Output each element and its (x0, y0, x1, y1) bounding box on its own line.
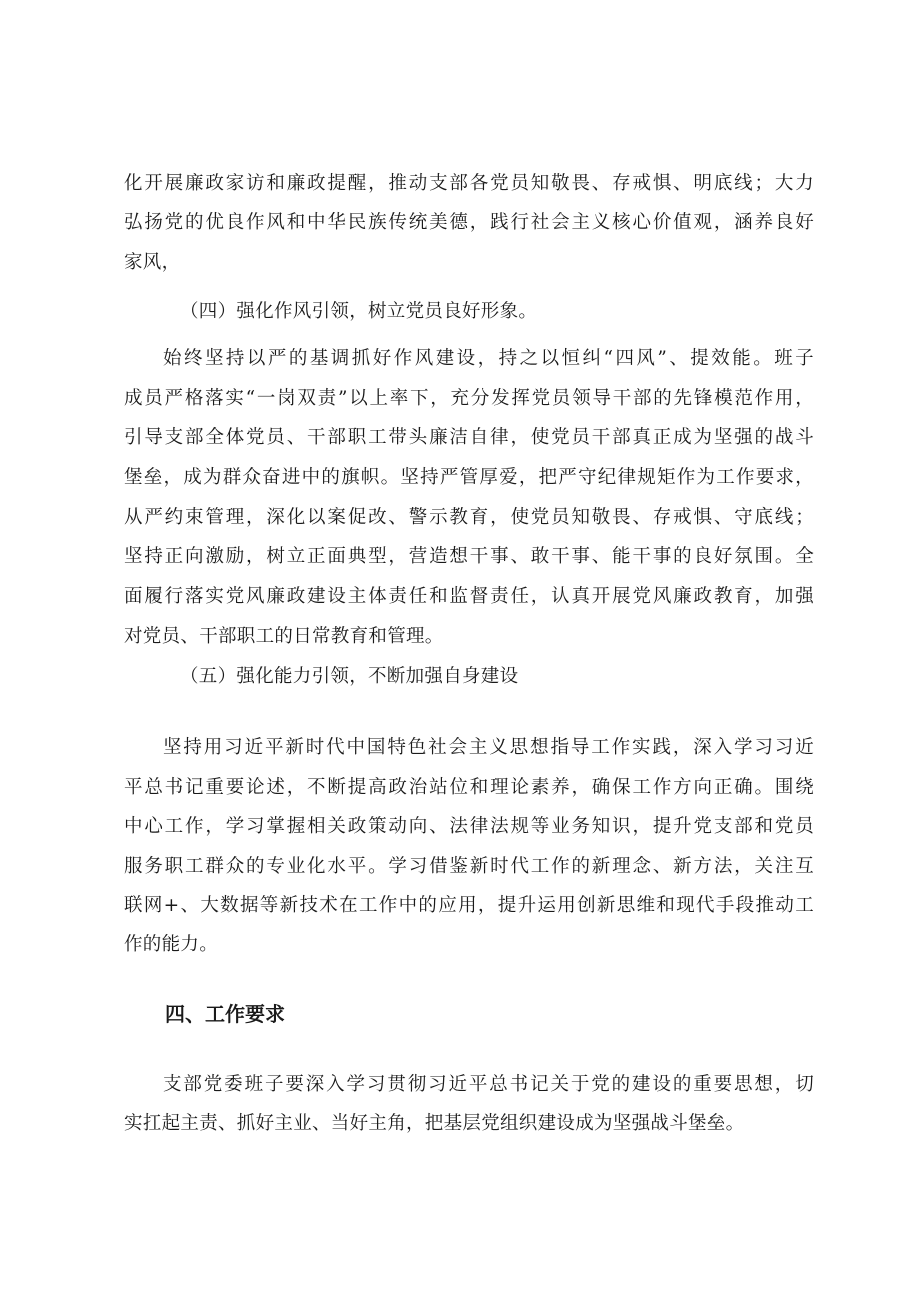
text-line: 面履行落实党风廉政建设主体责任和监督责任，认真开展党风廉政教育，加强 (124, 586, 814, 607)
text-line: 支部党委班子要深入学习贯彻习近平总书记关于党的建设的重要思想，切 (163, 1074, 814, 1095)
text-line: 成员严格落实“一岗双责”以上率下，充分发挥党员领导干部的先锋模范作用， (124, 388, 814, 409)
text-line: 引导支部全体党员、干部职工带头廉洁自律，使党员干部真正成为坚强的战斗 (124, 427, 814, 448)
text-line: 中心工作，学习掌握相关政策动向、法律法规等业务知识，提升党支部和党员 (124, 816, 814, 837)
subheading-capacity-guidance: （五）强化能力引领，不断加强自身建设 (180, 666, 519, 687)
text-line: 化开展廉政家访和廉政提醒，推动支部各党员知敬畏、存戒惧、明底线；大力 (124, 173, 814, 194)
text-line: 联网+、大数据等新技术在工作中的应用，提升运用创新思维和现代手段推动工 (124, 895, 814, 916)
subheading-style-guidance: （四）强化作风引领，树立党员良好形象。 (180, 301, 538, 322)
text-line: 弘扬党的优良作风和中华民族传统美德，践行社会主义核心价值观，涵养良好 (124, 212, 814, 233)
text-line: 家风， (124, 252, 181, 273)
text-line: 坚持正向激励，树立正面典型，营造想干事、敢干事、能干事的良好氛围。全 (124, 546, 814, 567)
text-line: 坚持用习近平新时代中国特色社会主义思想指导工作实践，深入学习习近 (163, 737, 814, 758)
text-line: 对党员、干部职工的日常教育和管理。 (124, 626, 444, 647)
text-line: 堡垒，成为群众奋进中的旗帜。坚持严管厚爱，把严守纪律规矩作为工作要求， (124, 467, 814, 488)
text-line: 始终坚持以严的基调抓好作风建设，持之以恒纠“四风”、提效能。班子 (163, 348, 814, 369)
text-line: 服务职工群众的专业化水平。学习借鉴新时代工作的新理念、新方法，关注互 (124, 856, 814, 877)
text-line: 平总书记重要论述，不断提高政治站位和理论素养，确保工作方向正确。围绕 (124, 777, 814, 798)
section-heading-work-requirements: 四、工作要求 (165, 1002, 285, 1026)
text-line: 从严约束管理，深化以案促改、警示教育，使党员知敬畏、存戒惧、守底线； (124, 507, 814, 528)
text-line: 作的能力。 (124, 934, 219, 955)
text-line: 实扛起主责、抓好主业、当好主角，把基层党组织建设成为坚强战斗堡垒。 (124, 1113, 745, 1134)
